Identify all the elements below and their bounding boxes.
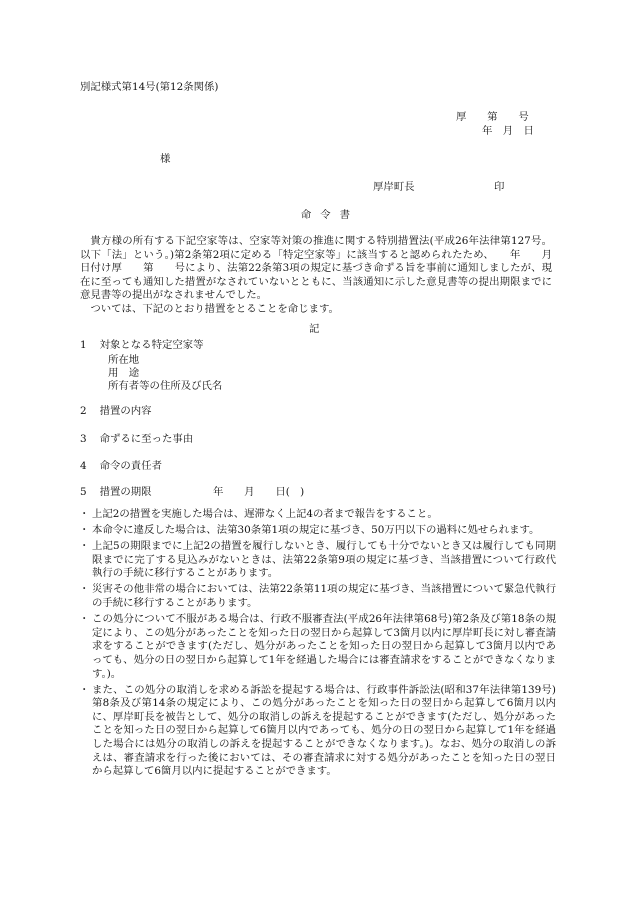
item-number: 4 <box>80 460 87 472</box>
note-item: ・ この処分について不服がある場合は、行政不服審査法(平成26年法律第68号)第2条及び第18条の規定により、この処分があったことを知った日の翌日から起算して3箇月以内に厚岸町長に対し審査請求をすることができます(ただし、処分があったことを知った日の翌日から起算して3箇月以内であっても、処分の日の翌日から起算して1年を経過した場合には審査請求をすることができなくなります。)。 <box>80 613 556 681</box>
item-label: 措置の期限 <box>99 486 152 498</box>
document-number: 厚 第 号 <box>456 111 529 123</box>
note-item: ・ 上記5の期限までに上記2の措置を履行しないとき、履行しても十分でないとき又は履行しても同期限までに完了する見込みがないときは、法第22条第9項の規定に基づき、当該措置について行政代執行の手続に移行することがあります。 <box>80 540 556 581</box>
note-item: ・ また、この処分の取消しを求める訴訟を提起する場合は、行政事件訴訟法(昭和37年法律第139号)第8条及び第14条の規定により、この処分があったことを知った日の翌日から起算して6箇月以内に、厚岸町長を被告として、処分の取消しの訴えを提起することができます(ただし、処分があったことを知った日の翌日から起算して6箇月以内であっても、処分の日の翌日から起算して1年を経過した場合には処分の取消しの訴えを提起することができなくなります。)。なお、処分の取消しの訴えは、審査請求を行った後においては、その審査請求に対する処分があったことを知った日の翌日から起算して6箇月以内に提起することができます。 <box>80 684 556 779</box>
form-label: 別記様式第14号(第12条関係) <box>80 81 219 93</box>
issuer-name: 厚岸町長 <box>373 181 415 193</box>
body-text <box>80 235 573 317</box>
document-date: 年 月 日 <box>482 125 534 137</box>
seal-mark: 印 <box>494 181 505 193</box>
item-label: 対象となる特定空家等 <box>99 339 204 351</box>
item-3 <box>80 432 193 446</box>
item-number: 2 <box>80 405 87 417</box>
item-label: 措置の内容 <box>99 405 152 417</box>
item-number: 3 <box>80 433 87 445</box>
item-2 <box>80 404 152 418</box>
ki-heading: 記 <box>309 323 320 335</box>
body-paragraph-1: 貴方様の所有する下記空家等は、空家等対策の推進に関する特別措置法(平成26年法律第127号。以下「法」という。)第2条第2項に定める「特定空家等」に該当すると認められたため、 年 月 日付け厚 第 号により、法第22条第3項の規定に基づき命ずる旨を事前に通知しましたが、現在に至っても通知した措置がなされていないとともに、当該通知に示した意見書等の提出期限までに意見書等の提出がなされませんでした。 <box>80 235 573 302</box>
note-item: ・ 上記2の措置を実施した場合は、遅滞なく上記4の者まで報告をすること。 <box>80 508 556 522</box>
item-1 <box>80 338 204 352</box>
item-label: 命ずるに至った事由 <box>99 433 194 445</box>
notes-list <box>80 508 556 781</box>
item-1-usage: 用 途 <box>108 367 140 379</box>
item-number: 5 <box>80 486 87 498</box>
deadline-date: 年 月 日( ) <box>213 486 305 498</box>
body-paragraph-2: ついては、下記のとおり措置をとることを命じます。 <box>90 302 339 315</box>
item-1-location: 所在地 <box>108 354 140 366</box>
item-number: 1 <box>80 339 87 351</box>
item-label: 命令の責任者 <box>99 460 162 472</box>
document-title: 命令書 <box>300 209 360 221</box>
item-1-owner: 所有者等の住所及び氏名 <box>108 380 223 392</box>
item-5 <box>80 485 152 499</box>
note-item: ・ 災害その他非常の場合においては、法第22条第11項の規定に基づき、当該措置について緊急代執行の手続に移行することがあります。 <box>80 583 556 610</box>
item-4 <box>80 459 162 473</box>
addressee: 様 <box>160 153 171 165</box>
note-item: ・ 本命令に違反した場合は、法第30条第1項の規定に基づき、50万円以下の過料に処せられます。 <box>80 524 556 538</box>
